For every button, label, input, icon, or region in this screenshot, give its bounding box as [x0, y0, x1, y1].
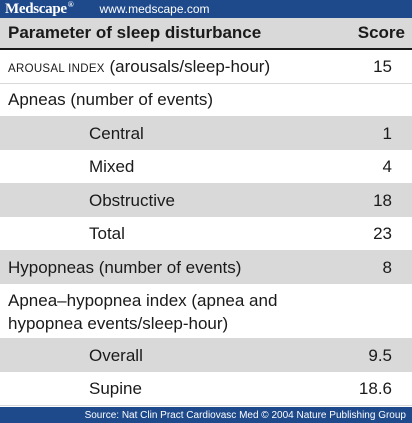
table-row: [0, 285, 412, 339]
table-row: [0, 339, 412, 373]
row-label: Total: [89, 224, 125, 243]
medscape-logo: Medscape®: [5, 0, 74, 17]
table-row: [0, 184, 412, 218]
row-label: Apneas (number of events): [8, 90, 214, 109]
source-citation: Source: Nat Clin Pract Cardiovasc Med © 2004 Nature Publishing Group: [84, 409, 406, 421]
row-label: AROUSAL INDEX (arousals/sleep-hour): [8, 56, 271, 76]
source-footer-bar: [0, 407, 412, 423]
table-row: [0, 84, 412, 117]
row-score: 15: [373, 56, 392, 76]
row-label: Hypopneas (number of events): [8, 257, 242, 277]
medscape-header-bar: [0, 0, 412, 18]
row-label: Supine: [89, 379, 142, 398]
column-header-parameter: Parameter of sleep disturbance: [8, 23, 262, 42]
table-row: [0, 50, 412, 84]
row-score: 18.6: [358, 379, 392, 398]
row-label: Apnea–hypopnea index (apnea and hypopnea events/sleep-hour): [8, 290, 278, 333]
row-score: 23: [373, 224, 392, 243]
table-row: [0, 117, 412, 151]
row-score: 4: [382, 157, 392, 176]
table-header-row: [0, 18, 412, 50]
medscape-url[interactable]: www.medscape.com: [99, 2, 210, 16]
row-score: 8: [382, 257, 392, 277]
sleep-disturbance-table: [0, 18, 412, 406]
table-row: [0, 373, 412, 406]
row-label: Mixed: [89, 157, 135, 176]
table-row: [0, 218, 412, 251]
column-header-score: Score: [357, 23, 405, 42]
row-score: 1: [382, 123, 392, 143]
table-row: [0, 151, 412, 184]
table-row: [0, 251, 412, 285]
row-label: Central: [89, 123, 144, 143]
row-score: 9.5: [368, 345, 392, 365]
row-score: 18: [373, 190, 392, 210]
row-label: Obstructive: [89, 190, 175, 210]
row-label: Overall: [89, 345, 143, 365]
